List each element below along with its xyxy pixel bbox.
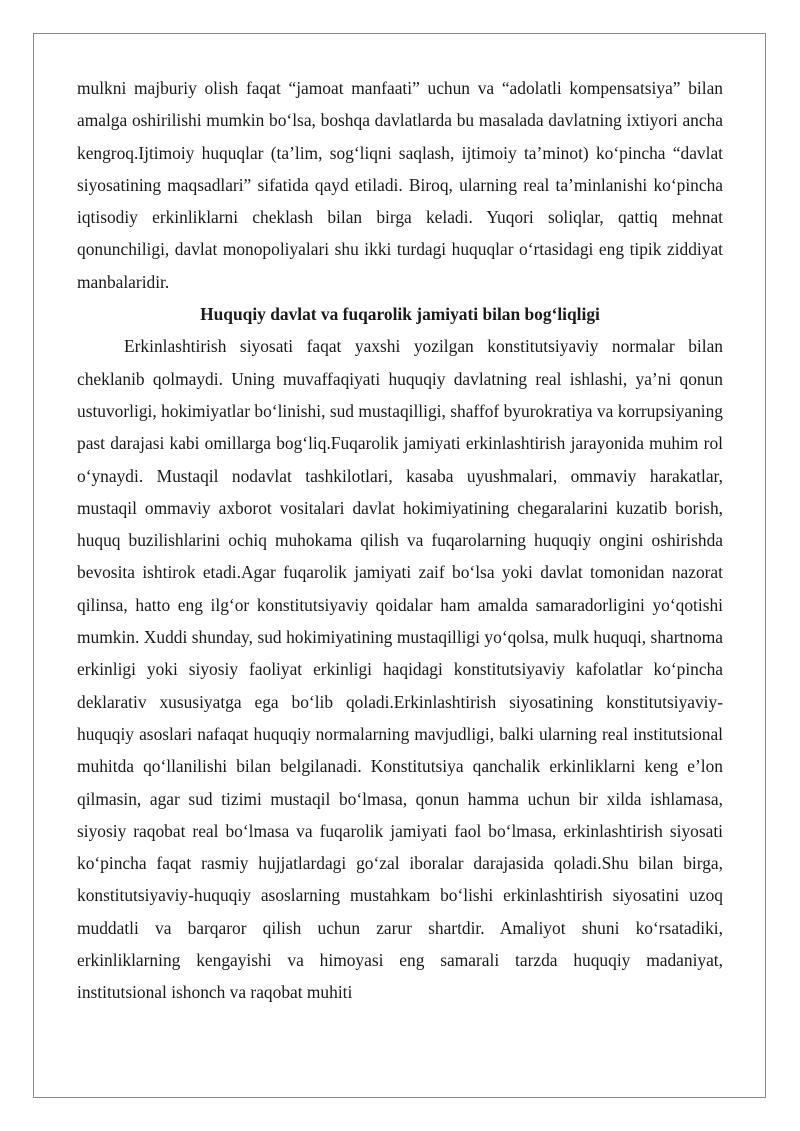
section-heading: Huquqiy davlat va fuqarolik jamiyati bilan bog‘liqligi bbox=[200, 304, 600, 325]
paragraph-continuation: mulkni majburiy olish faqat “jamoat manfaati” uchun va “adolatli kompensatsiya” bilan amalga oshirilishi mumkin bo‘lsa, boshqa davlatlarda bu masalada davlatning ixtiyori ancha kengroq.Ijtimoiy huquqlar (ta’lim, sog‘liqni saqlash, ijtimoiy ta’minot) ko‘pincha “davlat siyosatining maqsadlari” sifatida qayd etiladi. Biroq, ularning real ta’minlanishi ko‘pincha iqtisodiy erkinliklarni cheklash bilan birga keladi. Yuqori soliqlar, qattiq mehnat qonunchiligi, davlat monopoliyalari shu ikki turdagi huquqlar o‘rtasidagi eng tipik ziddiyat manbalaridir. bbox=[77, 78, 723, 292]
document-body bbox=[77, 72, 723, 1009]
paragraph-body: Erkinlashtirish siyosati faqat yaxshi yozilgan konstitutsiyaviy normalar bilan cheklanib qolmaydi. Uning muvaffaqiyati huquqiy davlatning real ishlashi, ya’ni qonun ustuvorligi, hokimiyatlar bo‘linishi, sud mustaqilligi, shaffof byurokratiya va korrupsiyaning past darajasi kabi omillarga bog‘liq.Fuqarolik jamiyati erkinlashtirish jarayonida muhim rol o‘ynaydi. Mustaqil nodavlat tashkilotlari, kasaba uyushmalari, ommaviy harakatlar, mustaqil ommaviy axborot vositalari davlat hokimiyatining chegaralarini kuzatib borish, huquq buzilishlarini ochiq muhokama qilish va fuqarolarning huquqiy ongini oshirishda bevosita ishtirok etadi.Agar fuqarolik jamiyati zaif bo‘lsa yoki davlat tomonidan nazorat qilinsa, hatto eng ilg‘or konstitutsiyaviy qoidalar ham amalda samaradorligini yo‘qotishi mumkin. Xuddi shunday, sud hokimiyatining mustaqilligi yo‘qolsa, mulk huquqi, shartnoma erkinligi yoki siyosiy faoliyat erkinligi haqidagi konstitutsiyaviy kafolatlar ko‘pincha deklarativ xususiyatga ega bo‘lib qoladi.Erkinlashtirish siyosatining konstitutsiyaviy-huquqiy asoslari nafaqat huquqiy normalarning mavjudligi, balki ularning real institutsional muhitda qo‘llanilishi bilan belgilanadi. Konstitutsiya qanchalik erkinliklarni keng e’lon qilmasin, agar sud tizimi mustaqil bo‘lmasa, qonun hamma uchun bir xilda ishlamasa, siyosiy raqobat real bo‘lmasa va fuqarolik jamiyati faol bo‘lmasa, erkinlashtirish siyosati ko‘pincha faqat rasmiy hujjatlardagi go‘zal iboralar darajasida qoladi.Shu bilan birga, konstitutsiyaviy-huquqiy asoslarning mustahkam bo‘lishi erkinlashtirish siyosatini uzoq muddatli va barqaror qilish uchun zarur shartdir. Amaliyot shuni ko‘rsatadiki, erkinliklarning kengayishi va himoyasi eng samarali tarzda huquqiy madaniyat, institutsional ishonch va raqobat muhiti bbox=[77, 336, 723, 1003]
